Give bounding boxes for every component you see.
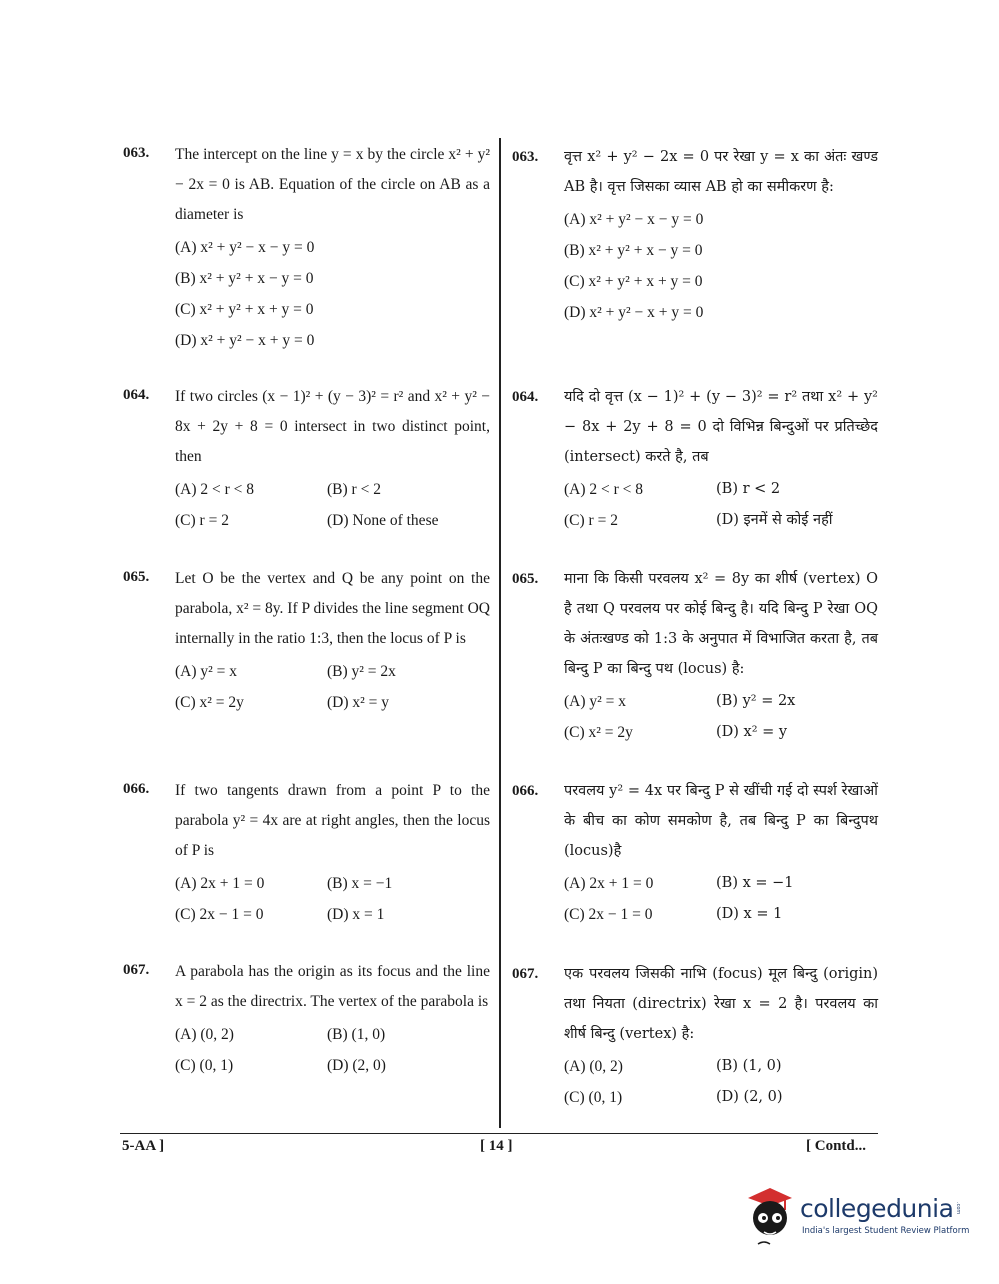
option-a[interactable]: (A) y² = x [564,693,627,710]
option-c[interactable]: (C) 2x − 1 = 0 [175,906,264,923]
option-c[interactable]: (C) x² = 2y [564,724,633,741]
question-064-en [120,382,490,536]
option-a[interactable]: (A) 2 < r < 8 [175,481,255,498]
option-a[interactable]: (A) x² + y² − x − y = 0 [175,239,315,256]
option-c[interactable]: (C) x² + y² + x + y = 0 [175,301,314,318]
option-b[interactable]: (B) r < 2 [716,481,781,497]
options [564,204,878,328]
question-stem: परवलय y² = 4x पर बिन्दु P से खींची गई दो स्पर्श रेखाओं के बीच का कोण समकोण है, तब बिन्दु P का बिन्दुपथ (locus)है [564,783,878,859]
options [175,474,490,536]
question-stem: A parabola has the origin as its focus and the line x = 2 as the directrix. The vertex of the parabola is [175,963,490,1010]
option-b[interactable]: (B) r < 2 [327,481,381,498]
question-number: 063. [123,145,150,161]
question-number: 065. [512,571,539,587]
options [564,686,878,748]
question-064-hi [510,382,878,536]
question-stem: वृत्त x² + y² − 2x = 0 पर रेखा y = x का अंतः खण्ड AB है। वृत्त जिसका व्यास AB हो का समीकरण है: [564,149,878,195]
option-d[interactable]: (D) x² + y² − x + y = 0 [564,304,704,321]
question-stem: यदि दो वृत्त (x − 1)² + (y − 3)² = r² तथा x² + y² − 8x + 2y + 8 = 0 दो विभिन्न बिन्दुओं पर प्रतिच्छेद (intersect) करते है, तब [564,389,878,465]
graduate-mascot-icon [740,1180,800,1250]
option-c[interactable]: (C) (0, 1) [175,1057,234,1074]
question-066-hi [510,776,878,930]
question-063-en [120,140,490,356]
option-d[interactable]: (D) (2, 0) [327,1057,386,1074]
question-065-en [120,564,490,718]
question-stem: If two tangents drawn from a point P to the parabola y² = 4x are at right angles, then the locus of P is [175,782,490,859]
option-b[interactable]: (B) x = −1 [327,875,393,892]
option-a[interactable]: (A) x² + y² − x − y = 0 [564,211,704,228]
logo-suffix: .com [955,1202,961,1215]
option-d[interactable]: (D) इनमें से कोई नहीं [716,512,833,528]
question-stem: If two circles (x − 1)² + (y − 3)² = r² and x² + y² − 8x + 2y + 8 = 0 intersect in two distinct point, then [175,388,490,465]
option-a[interactable]: (A) 2x + 1 = 0 [564,875,654,892]
option-a[interactable]: (A) y² = x [175,663,238,680]
question-stem: Let O be the vertex and Q be any point on the parabola, x² = 8y. If P divides the line segment OQ internally in the ratio 1:3, then the locus of P is [175,570,490,647]
question-063-hi [510,142,878,328]
option-a[interactable]: (A) 2 < r < 8 [564,481,644,498]
question-stem: माना कि किसी परवलय x² = 8y का शीर्ष (vertex) O है तथा Q परवलय पर कोई बिन्दु है। यदि बिन्दु P रेखा OQ के अंतःखण्ड को 1:3 के अनुपात में विभाजित करता है, तब बिन्दु P का बिन्दु पथ (locus) है: [564,571,878,677]
options [564,868,878,930]
option-b[interactable]: (B) x² + y² + x − y = 0 [175,270,314,287]
question-number: 063. [512,149,539,165]
continued-label: [ Contd... [806,1138,867,1154]
options [175,656,490,718]
question-066-en [120,776,490,930]
option-b[interactable]: (B) (1, 0) [716,1058,782,1074]
option-b[interactable]: (B) y² = 2x [327,663,396,680]
question-number: 066. [512,783,539,799]
question-number: 067. [123,962,150,978]
options [175,868,490,930]
page-number: [ 14 ] [480,1138,513,1154]
option-d[interactable]: (D) x² + y² − x + y = 0 [175,332,315,349]
option-d[interactable]: (D) None of these [327,512,439,529]
option-b[interactable]: (B) x² + y² + x − y = 0 [564,242,703,259]
option-a[interactable]: (A) 2x + 1 = 0 [175,875,265,892]
option-a[interactable]: (A) (0, 2) [564,1058,623,1075]
option-c[interactable]: (C) x² + y² + x + y = 0 [564,273,703,290]
question-067-en [120,957,490,1081]
option-d[interactable]: (D) x = 1 [716,906,783,922]
option-c[interactable]: (C) 2x − 1 = 0 [564,906,653,923]
question-number: 064. [512,389,539,405]
options [564,474,878,536]
option-d[interactable]: (D) x² = y [716,724,788,740]
options [564,1051,878,1113]
options [175,232,490,356]
option-b[interactable]: (B) (1, 0) [327,1026,386,1043]
option-d[interactable]: (D) x = 1 [327,906,385,923]
option-d[interactable]: (D) (2, 0) [716,1089,783,1105]
question-number: 067. [512,966,539,982]
option-c[interactable]: (C) r = 2 [564,512,618,529]
option-d[interactable]: (D) x² = y [327,694,390,711]
logo-tagline: India's largest Student Review Platform [802,1226,970,1236]
question-number: 065. [123,569,150,585]
logo-wordmark: collegedunia [800,1194,954,1223]
collegedunia-logo[interactable] [740,1180,970,1270]
option-a[interactable]: (A) (0, 2) [175,1026,234,1043]
option-b[interactable]: (B) x = −1 [716,875,794,891]
question-stem: The intercept on the line y = x by the circle x² + y² − 2x = 0 is AB. Equation of the circle on AB as a diameter is [175,146,490,223]
question-067-hi [510,959,878,1113]
options [175,1019,490,1081]
footer-rule [120,1133,878,1134]
question-stem: एक परवलय जिसकी नाभि (focus) मूल बिन्दु (origin) तथा नियता (directrix) रेखा x = 2 है। परवलय का शीर्ष बिन्दु (vertex) है: [564,966,878,1042]
option-c[interactable]: (C) r = 2 [175,512,229,529]
option-c[interactable]: (C) x² = 2y [175,694,244,711]
option-b[interactable]: (B) y² = 2x [716,693,796,709]
column-divider [499,138,501,1128]
question-number: 066. [123,781,150,797]
question-number: 064. [123,387,150,403]
option-c[interactable]: (C) (0, 1) [564,1089,623,1106]
paper-code: 5-AA ] [122,1138,165,1154]
question-065-hi [510,564,878,748]
